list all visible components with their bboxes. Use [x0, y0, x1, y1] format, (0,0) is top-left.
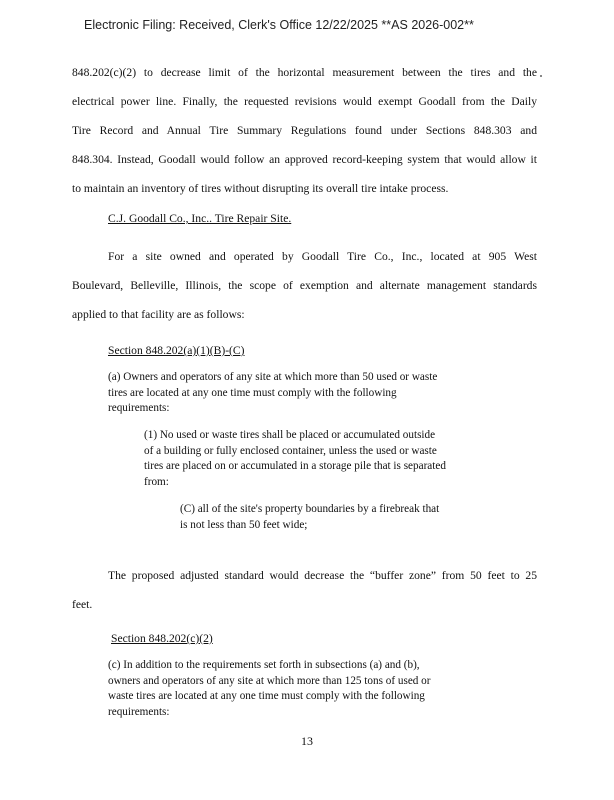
text-line: Boulevard, Belleville, Illinois, the scope of exemption and alternate management standards — [72, 279, 537, 292]
text-line: 848.202(c)(2) to decrease limit of the horizontal measurement between the tires and the — [72, 66, 537, 79]
text-line: electrical power line. Finally, the requested revisions would exempt Goodall from the Daily — [72, 95, 537, 108]
scan-mark — [540, 75, 542, 77]
page-number: 13 — [301, 734, 313, 748]
quote-line: is not less than 50 feet wide; — [180, 518, 308, 531]
quote-line: (1) No used or waste tires shall be placed or accumulated outside — [144, 429, 436, 441]
text-line: to maintain an inventory of tires without disrupting its overall tire intake process. — [72, 182, 449, 195]
quote-line: waste tires are located at any one time must comply with the following — [108, 690, 425, 702]
quote-line: tires are placed on or accumulated in a storage pile that is separated — [144, 460, 446, 472]
quote-line: owners and operators of any site at which more than 125 tons of used or — [108, 674, 431, 687]
section-heading-848-202-a: Section 848.202(a)(1)(B)-(C) — [108, 344, 245, 357]
regulation-quote-a — [108, 370, 437, 417]
quote-line: requirements: — [108, 705, 170, 718]
quote-line: of a building or fully enclosed container, unless the used or waste — [144, 444, 437, 457]
filing-stamp-header: Electronic Filing: Received, Clerk's Office 12/22/2025 **AS 2026-002** — [84, 18, 474, 32]
text-line: The proposed adjusted standard would decrease the “buffer zone” from 50 feet to 25 — [108, 569, 537, 582]
regulation-quote-1 — [144, 428, 446, 490]
text-line: feet. — [72, 598, 93, 611]
regulation-quote-c-firebreak — [180, 502, 439, 533]
text-line: Tire Record and Annual Tire Summary Regulations found under Sections 848.303 and — [72, 124, 537, 137]
paragraph-site-scope — [72, 242, 537, 329]
text-line: 848.304. Instead, Goodall would follow an approved record-keeping system that would allow it — [72, 153, 537, 166]
quote-line: requirements: — [108, 402, 170, 414]
paragraph-requested-revisions — [72, 58, 537, 203]
site-heading: C.J. Goodall Co., Inc.. Tire Repair Site. — [108, 212, 292, 225]
regulation-quote-c-tonnage — [108, 658, 431, 720]
quote-line: (c) In addition to the requirements set forth in subsections (a) and (b), — [108, 659, 420, 671]
text-line: For a site owned and operated by Goodall Tire Co., Inc., located at 905 West — [108, 250, 537, 263]
text-line: applied to that facility are as follows: — [72, 308, 245, 321]
quote-line: (a) Owners and operators of any site at which more than 50 used or waste — [108, 371, 438, 383]
paragraph-buffer-zone — [72, 561, 537, 619]
quote-line: from: — [144, 475, 169, 488]
quote-line: (C) all of the site's property boundaries by a firebreak that — [180, 503, 440, 515]
section-heading-848-202-c: Section 848.202(c)(2) — [111, 632, 213, 645]
quote-line: tires are located at any one time must comply with the following — [108, 386, 397, 399]
